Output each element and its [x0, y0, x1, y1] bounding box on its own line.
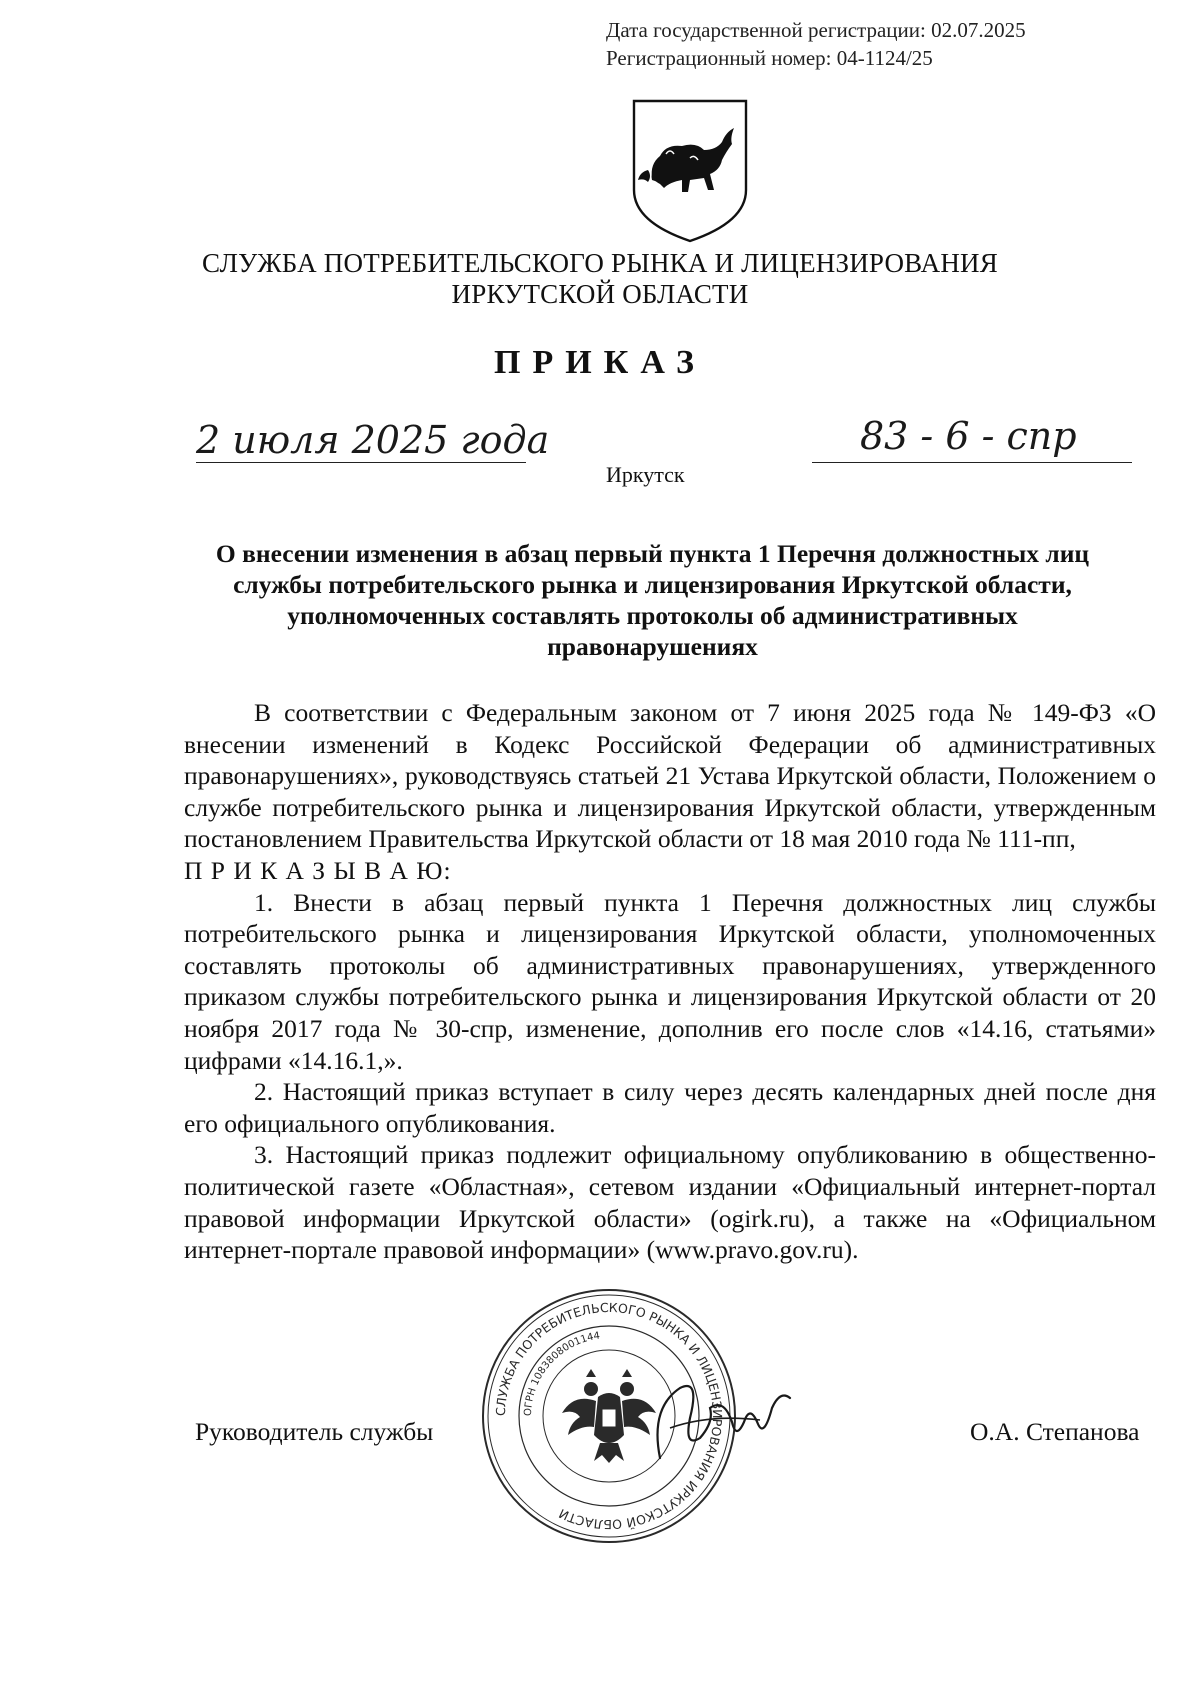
item-2-paragraph: 2. Настоящий приказ вступает в силу через десять календарных дней после дня его официального опубликования. — [184, 1077, 1156, 1138]
order-body — [184, 697, 1156, 1266]
handwritten-signature-icon — [640, 1368, 800, 1478]
seal-ogrn-text: ОГРН 1083808001144 — [522, 1330, 601, 1417]
order-subject — [180, 538, 1125, 662]
registration-date: Дата государственной регистрации: 02.07.2025 — [606, 18, 1026, 42]
number-underline — [812, 462, 1132, 463]
subject-line2: службы потребительского рынка и лицензирования Иркутской области, — [233, 570, 1072, 599]
signatory-name: О.А. Степанова — [970, 1417, 1140, 1446]
preamble-paragraph: В соответствии с Федеральным законом от 7 июня 2025 года № 149-ФЗ «О внесении изменений в Кодекс Российской Федерации об административных правонарушениях», руководствуясь статьей 21 Устава Иркутской области, Положением о службе потребительского рынка и лицензирования Иркутской области, утвержденным постановлением Правительства Иркутской области от 18 мая 2010 года № 111-пп, — [184, 698, 1156, 854]
handwritten-number: 83 - 6 - спр — [860, 414, 1077, 458]
subject-line4: правонарушениях — [547, 632, 758, 661]
item-3-paragraph: 3. Настоящий приказ подлежит официальному опубликованию в общественно-политической газете «Областная», сетевом издании «Официальный интернет-портал правовой информации Иркутской области» (ogirk.ru), а также на «Официальном интернет-портале правовой информации» (www.pravo.gov.ru). — [184, 1140, 1156, 1265]
order-word: П Р И К А З Ы В А Ю: — [184, 855, 452, 885]
seal-outer-text: СЛУЖБА ПОТРЕБИТЕЛЬСКОГО РЫНКА И ЛИЦЕНЗИРОВАНИЯ ИРКУТСКОЙ ОБЛАСТИ — [492, 1299, 726, 1533]
date-underline — [196, 462, 526, 463]
subject-line3: уполномоченных составлять протоколы об административных — [287, 601, 1018, 630]
document-type-title: ПРИКАЗ — [494, 344, 706, 381]
subject-line1: О внесении изменения в абзац первый пункта 1 Перечня должностных лиц — [215, 539, 1090, 568]
registration-number: Регистрационный номер: 04-1124/25 — [606, 46, 933, 70]
handwritten-date: 2 июля 2025 года — [196, 418, 550, 462]
city-label: Иркутск — [606, 462, 685, 487]
organization-name-line2: ИРКУТСКОЙ ОБЛАСТИ — [451, 279, 749, 309]
coat-of-arms-icon — [630, 98, 750, 244]
item-1-paragraph: 1. Внести в абзац первый пункта 1 Перечня должностных лиц службы потребительского рынка и лицензирования Иркутской области, уполномоченных составлять протоколы об административных правонарушениях, утвержденного приказом службы потребительского рынка и лицензирования Иркутской области от 20 ноября 2017 года № 30-спр, изменение, дополнив его после слов «14.16, статьями» цифрами «14.16.1,». — [184, 887, 1156, 1075]
organization-name-line1: СЛУЖБА ПОТРЕБИТЕЛЬСКОГО РЫНКА И ЛИЦЕНЗИРОВАНИЯ — [202, 248, 998, 278]
signatory-position: Руководитель службы — [195, 1417, 434, 1446]
